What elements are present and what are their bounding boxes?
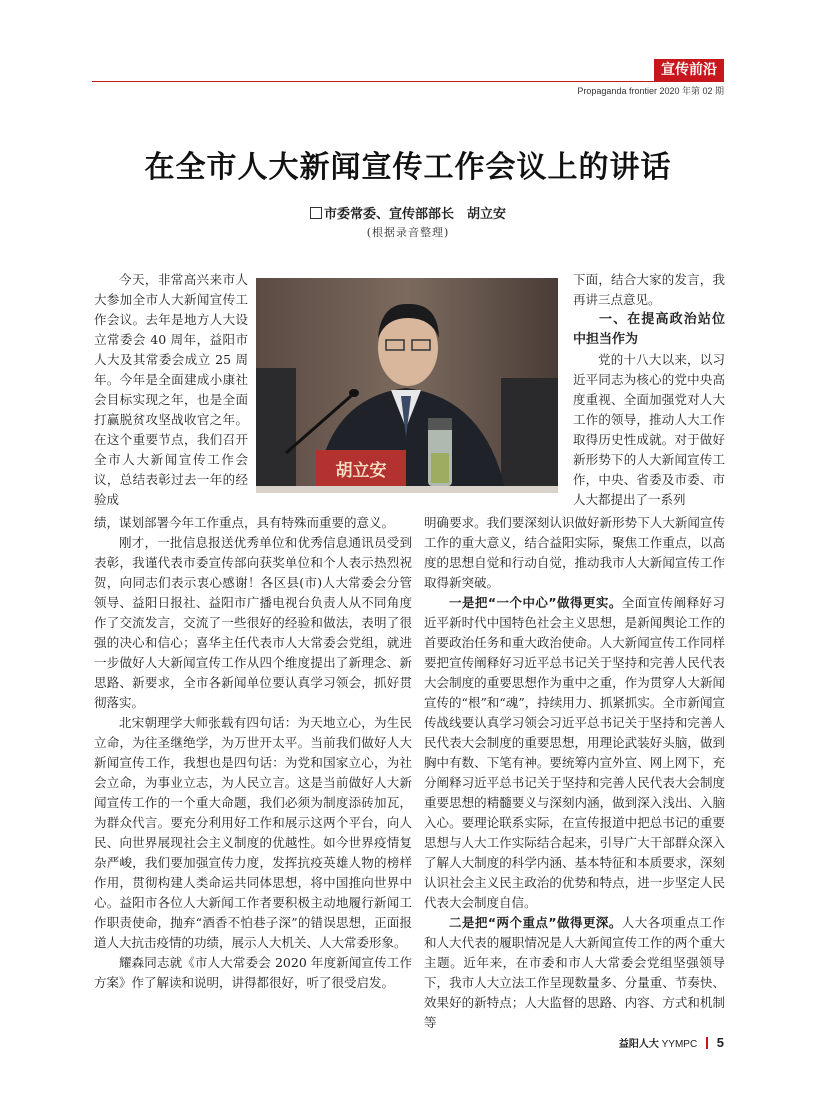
subheading-two-focus: 二是把“两个重点”做得更深。 (449, 915, 622, 930)
paragraph-two-focus (424, 913, 725, 1033)
left-column (94, 513, 412, 993)
author-line (0, 203, 816, 222)
right-column-wrap (573, 270, 725, 510)
header-rule (92, 81, 724, 82)
left-column-wrap (94, 270, 248, 510)
transcript-note: (根据录音整理) (366, 226, 450, 239)
paragraph-section1-intro: 党的十八大以来，以习近平同志为核心的党中央高度重视、全面加强党对人大工作的领导，推动人大工作取得历史性成就。对于做好新形势下的人大新闻宣传工作，中央、省委及市委、市人大都提出了一系列 (573, 352, 725, 507)
square-bullet-icon (310, 207, 322, 219)
magazine-abbr: YYMPC (661, 1039, 698, 1050)
paragraph-intro-cont: 绩，谋划部署今年工作重点，具有特殊而重要的意义。 (94, 515, 395, 530)
nameplate-text: 胡立安 (335, 461, 387, 481)
right-column (424, 513, 725, 1033)
text-two-focus: 人大各项重点工作和人大代表的履职情况是人大新闻宣传工作的两个重大主题。近年来，在市委和市人大常委会党组坚强领导下，我市人大立法工作呈现数量多、分量重、节奏快、效果好的新特点；人大监督的思路、内容、方式和机制等 (424, 915, 725, 1030)
magazine-name: 益阳人大 (618, 1039, 659, 1050)
section-heading-1: 一、在提高政治站位中担当作为 (573, 312, 725, 347)
paragraph-one-center (424, 593, 725, 913)
article-title: 在全市人大新闻宣传工作会议上的讲话 (144, 150, 672, 185)
speaker-photo-image (256, 278, 558, 493)
speaker-photo (256, 278, 558, 493)
paragraph-intro: 今天，非常高兴来市人大参加全市人大新闻宣传工作会议。去年是地方人大设立常委会 40 周年，益阳市人大及其常委会成立 25 周年。今年是全面建成小康社会目标实现之年，也是全面打赢脱贫攻坚战收官之年。在这个重要节点，我们召开全市人大新闻宣传工作会议，总结表彰过去一年的经验成 (94, 272, 248, 507)
paragraph-awards: 刚才，一批信息报送优秀单位和优秀信息通讯员受到表彰，我谨代表市委宣传部向获奖单位和个人表示热烈祝贺，向同志们表示衷心感谢！各区县(市)人大常委会分管领导、益阳日报社、益阳市广播电视台负责人从不同角度作了交流发言，交流了一些很好的经验和做法，表明了很强的决心和信心；喜华主任代表市人大常委会党组，就进一步做好人大新闻宣传工作从四个维度提出了新理念、新思路、新要求，全市各新闻单位要认真学习领会，抓好贯彻落实。 (94, 535, 412, 710)
page-number: 5 (716, 1035, 724, 1050)
author-text: 市委常委、宣传部部长 胡立安 (323, 207, 506, 222)
paragraph-plan: 耀森同志就《市人大常委会 2020 年度新闻宣传工作方案》作了解读和说明，讲得都很好，听了很受启发。 (94, 955, 412, 990)
page-footer (619, 1035, 724, 1050)
paragraph-section1-cont: 明确要求。我们要深刻认识做好新形势下人大新闻宣传工作的重大意义，结合益阳实际，聚焦工作重点，以高度的思想自觉和行动自觉，推动我市人大新闻宣传工作取得新突破。 (424, 515, 725, 590)
subheading-one-center: 一是把“一个中心”做得更实。 (449, 595, 622, 610)
footer-divider (706, 1037, 708, 1049)
issue-info: Propaganda frontier 2020 年第 02 期 (577, 86, 724, 96)
paragraph-transition: 下面，结合大家的发言，我再讲三点意见。 (573, 272, 725, 307)
paragraph-zhangzai: 北宋朝理学大师张载有四句话：为天地立心，为生民立命，为往圣继绝学，为万世开太平。当前我们做好人大新闻宣传工作，我想也是四句话：为党和国家立心，为社会立命，为事业立志，为人民立言。这是当前做好人大新闻宣传工作的一个重大命题，我们必须为制度添砖加瓦，为群众代言。要充分利用好工作和展示这两个平台，向人民、向世界展现社会主义制度的优越性。如今世界疫情复杂严峻，我们要加强宣传力度，发挥抗疫英雄人物的榜样作用，贯彻构建人类命运共同体思想，将中国推向世界中心。益阳市各位人大新闻工作者要积极主动地履行新闻工作职责使命，抛弃“酒香不怕巷子深”的错误思想，正面报道人大抗击疫情的功绩，展示人大机关、人大常委形象。 (94, 715, 412, 950)
text-one-center: 全面宣传阐释好习近平新时代中国特色社会主义思想，是新闻舆论工作的首要政治任务和重大政治使命。人大新闻宣传工作同样要把宣传阐释好习近平总书记关于坚持和完善人民代表大会制度的重要思想作为重中之重，作为贯穿人大新闻宣传的“根”和“魂”，持续用力、抓紧抓实。全市新闻宣传战线要认真学习领会习近平总书记关于坚持和完善人民代表大会制度的重要思想，用理论武装好头脑，做到胸中有数、下笔有神。要统筹内宣外宣、网上网下，充分阐释习近平总书记关于坚持和完善人民代表大会制度重要思想的精髓要义与深刻内涵，做到深入浅出、入脑入心。要理论联系实际，在宣传报道中把总书记的重要思想与人大工作实际结合起来，引导广大干部群众深入了解人大制度的科学内涵、基本特征和本质要求，深刻认识社会主义民主政治的优势和特点，进一步坚定人民代表大会制度自信。 (424, 595, 725, 910)
section-tag: 宣传前沿 (654, 59, 724, 81)
